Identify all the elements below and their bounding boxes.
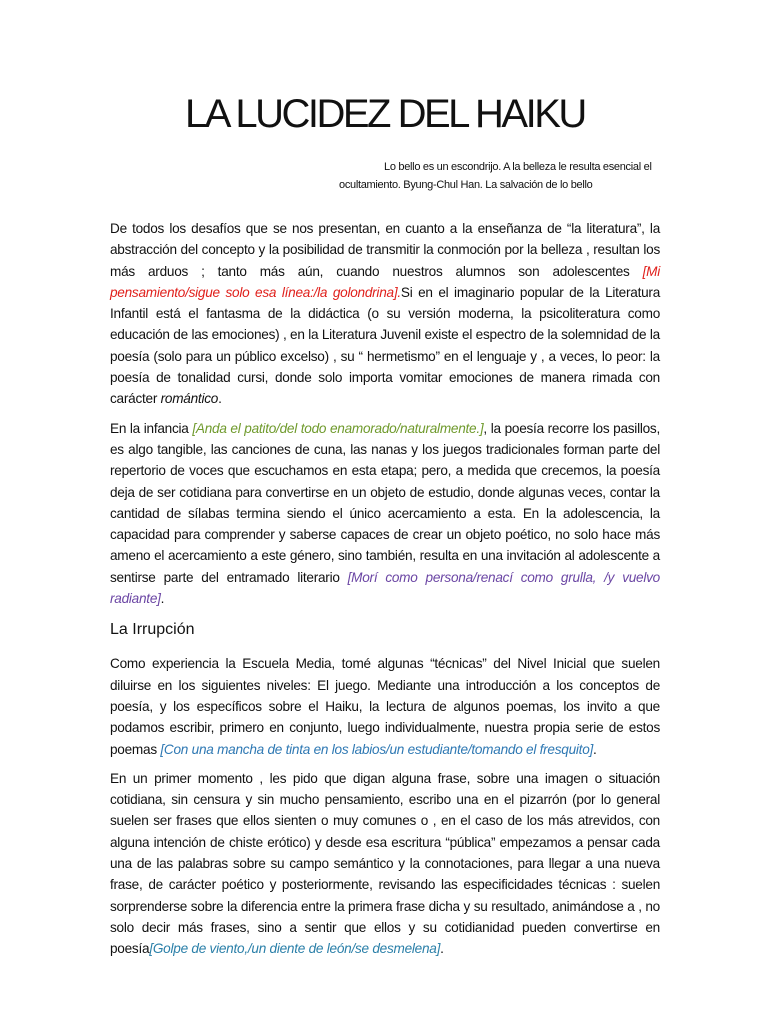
paragraph-1	[110, 218, 660, 410]
paragraph-4	[110, 768, 660, 960]
paragraph-1-emphasis: romántico	[160, 391, 219, 407]
epigraph-text: Lo bello es un escondrijo. A la belleza le resulta esencial el ocultamiento. Byung-Chul Han. La salvación de lo bello	[339, 161, 652, 191]
paragraph-1-text-after: Si en el imaginario popular de la Literatura Infantil está el fantasma de la didáctica (o su versión moderna, la psicoliteratura como educación de las emociones) , en la Literatura Juvenil existe el espectro de la solemnidad de la poesía (solo para un público excelso) , su “ hermetismo” en el lenguaje y , a veces, lo peor: la poesía de tonalidad cursi, donde solo importa vomitar emociones de manera rimada con carácter	[110, 284, 661, 407]
haiku-verse-viento: [Golpe de viento,/un diente de león/se desmelena]	[149, 941, 441, 957]
paragraph-2	[110, 418, 660, 610]
paragraph-3-text-before: Como experiencia la Escuela Media, tomé algunas “técnicas” del Nivel Inicial que suelen diluirse en los siguientes niveles: El juego. Mediante una introducción a los conceptos de poesía, y los específicos sobre el Haiku, la lectura de algunos poemas, los invito a que podamos escribir, primero en conjunto, luego individualmente, nuestra propia serie de estos poemas	[110, 656, 660, 757]
paragraph-3	[110, 653, 660, 759]
epigraph-quote	[339, 158, 654, 194]
haiku-verse-golondrina: [Mi pensamiento/sigue solo esa línea:/la golondrina].	[110, 263, 660, 300]
document-title: LA LUCIDEZ DEL HAIKU	[185, 92, 585, 136]
section-heading: La Irrupción	[110, 621, 195, 639]
haiku-verse-estudiante: [Con una mancha de tinta en los labios/un estudiante/tomando el fresquito]	[160, 741, 594, 757]
paragraph-4-text-before: En un primer momento , les pido que digan alguna frase, sobre una imagen o situación cotidiana, sin censura y sin mucho pensamiento, escribo una en el pizarrón (por lo general suelen ser frases que ellos sienten o muy comunes o , en el caso de los más atrevidos, con alguna intención de chiste erótico) y desde esa escritura “pública” empezamos a pensar cada una de las palabras sobre su campo semántico y la connotaciones, para llegar a una nueva frase, de carácter poético y posteriormente, revisando las especificidades técnicas : suelen sorprenderse sobre la diferencia entre la primera frase dicha y su resultado, animándose a , no solo decir más frases, sino a sentir que ellos y su cotidianidad pueden convertirse en poesía	[110, 770, 660, 957]
paragraph-3-end: .	[593, 741, 597, 757]
document-body	[110, 218, 660, 968]
paragraph-2-text-before: En la infancia	[110, 420, 193, 436]
paragraph-1-text-before: De todos los desafíos que se nos presentan, en cuanto a la enseñanza de “la literatura”, la abstracción del concepto y la posibilidad de transmitir la conmoción por la belleza , resultan los más arduos ; tanto más aún, cuando nuestros alumnos son adolescentes	[110, 221, 660, 279]
paragraph-4-end: .	[440, 941, 444, 957]
paragraph-2-end: .	[160, 591, 165, 607]
paragraph-1-end: .	[218, 391, 222, 407]
haiku-verse-grulla: [Morí como persona/renací como grulla, /y vuelvo radiante]	[110, 569, 660, 607]
paragraph-2-text-after: , la poesía recorre los pasillos, es algo tangible, las canciones de cuna, las nanas y los juegos tradicionales forman parte del repertorio de voces que escuchamos en esta etapa; pero, a medida que crecemos, la poesía deja de ser cotidiana para convertirse en un objeto de estudio, donde algunas veces, contar la cantidad de sílabas termina siendo el único acercamiento a esta. En la adolescencia, la capacidad para comprender y saberse capaces de crear un objeto poético, no solo hace más ameno el acercamiento a este género, sino también, resulta en una invitación al adolescente a sentirse parte del entramado literario	[110, 420, 660, 585]
haiku-verse-patito: [Anda el patito/del todo enamorado/naturalmente.]	[192, 420, 484, 436]
